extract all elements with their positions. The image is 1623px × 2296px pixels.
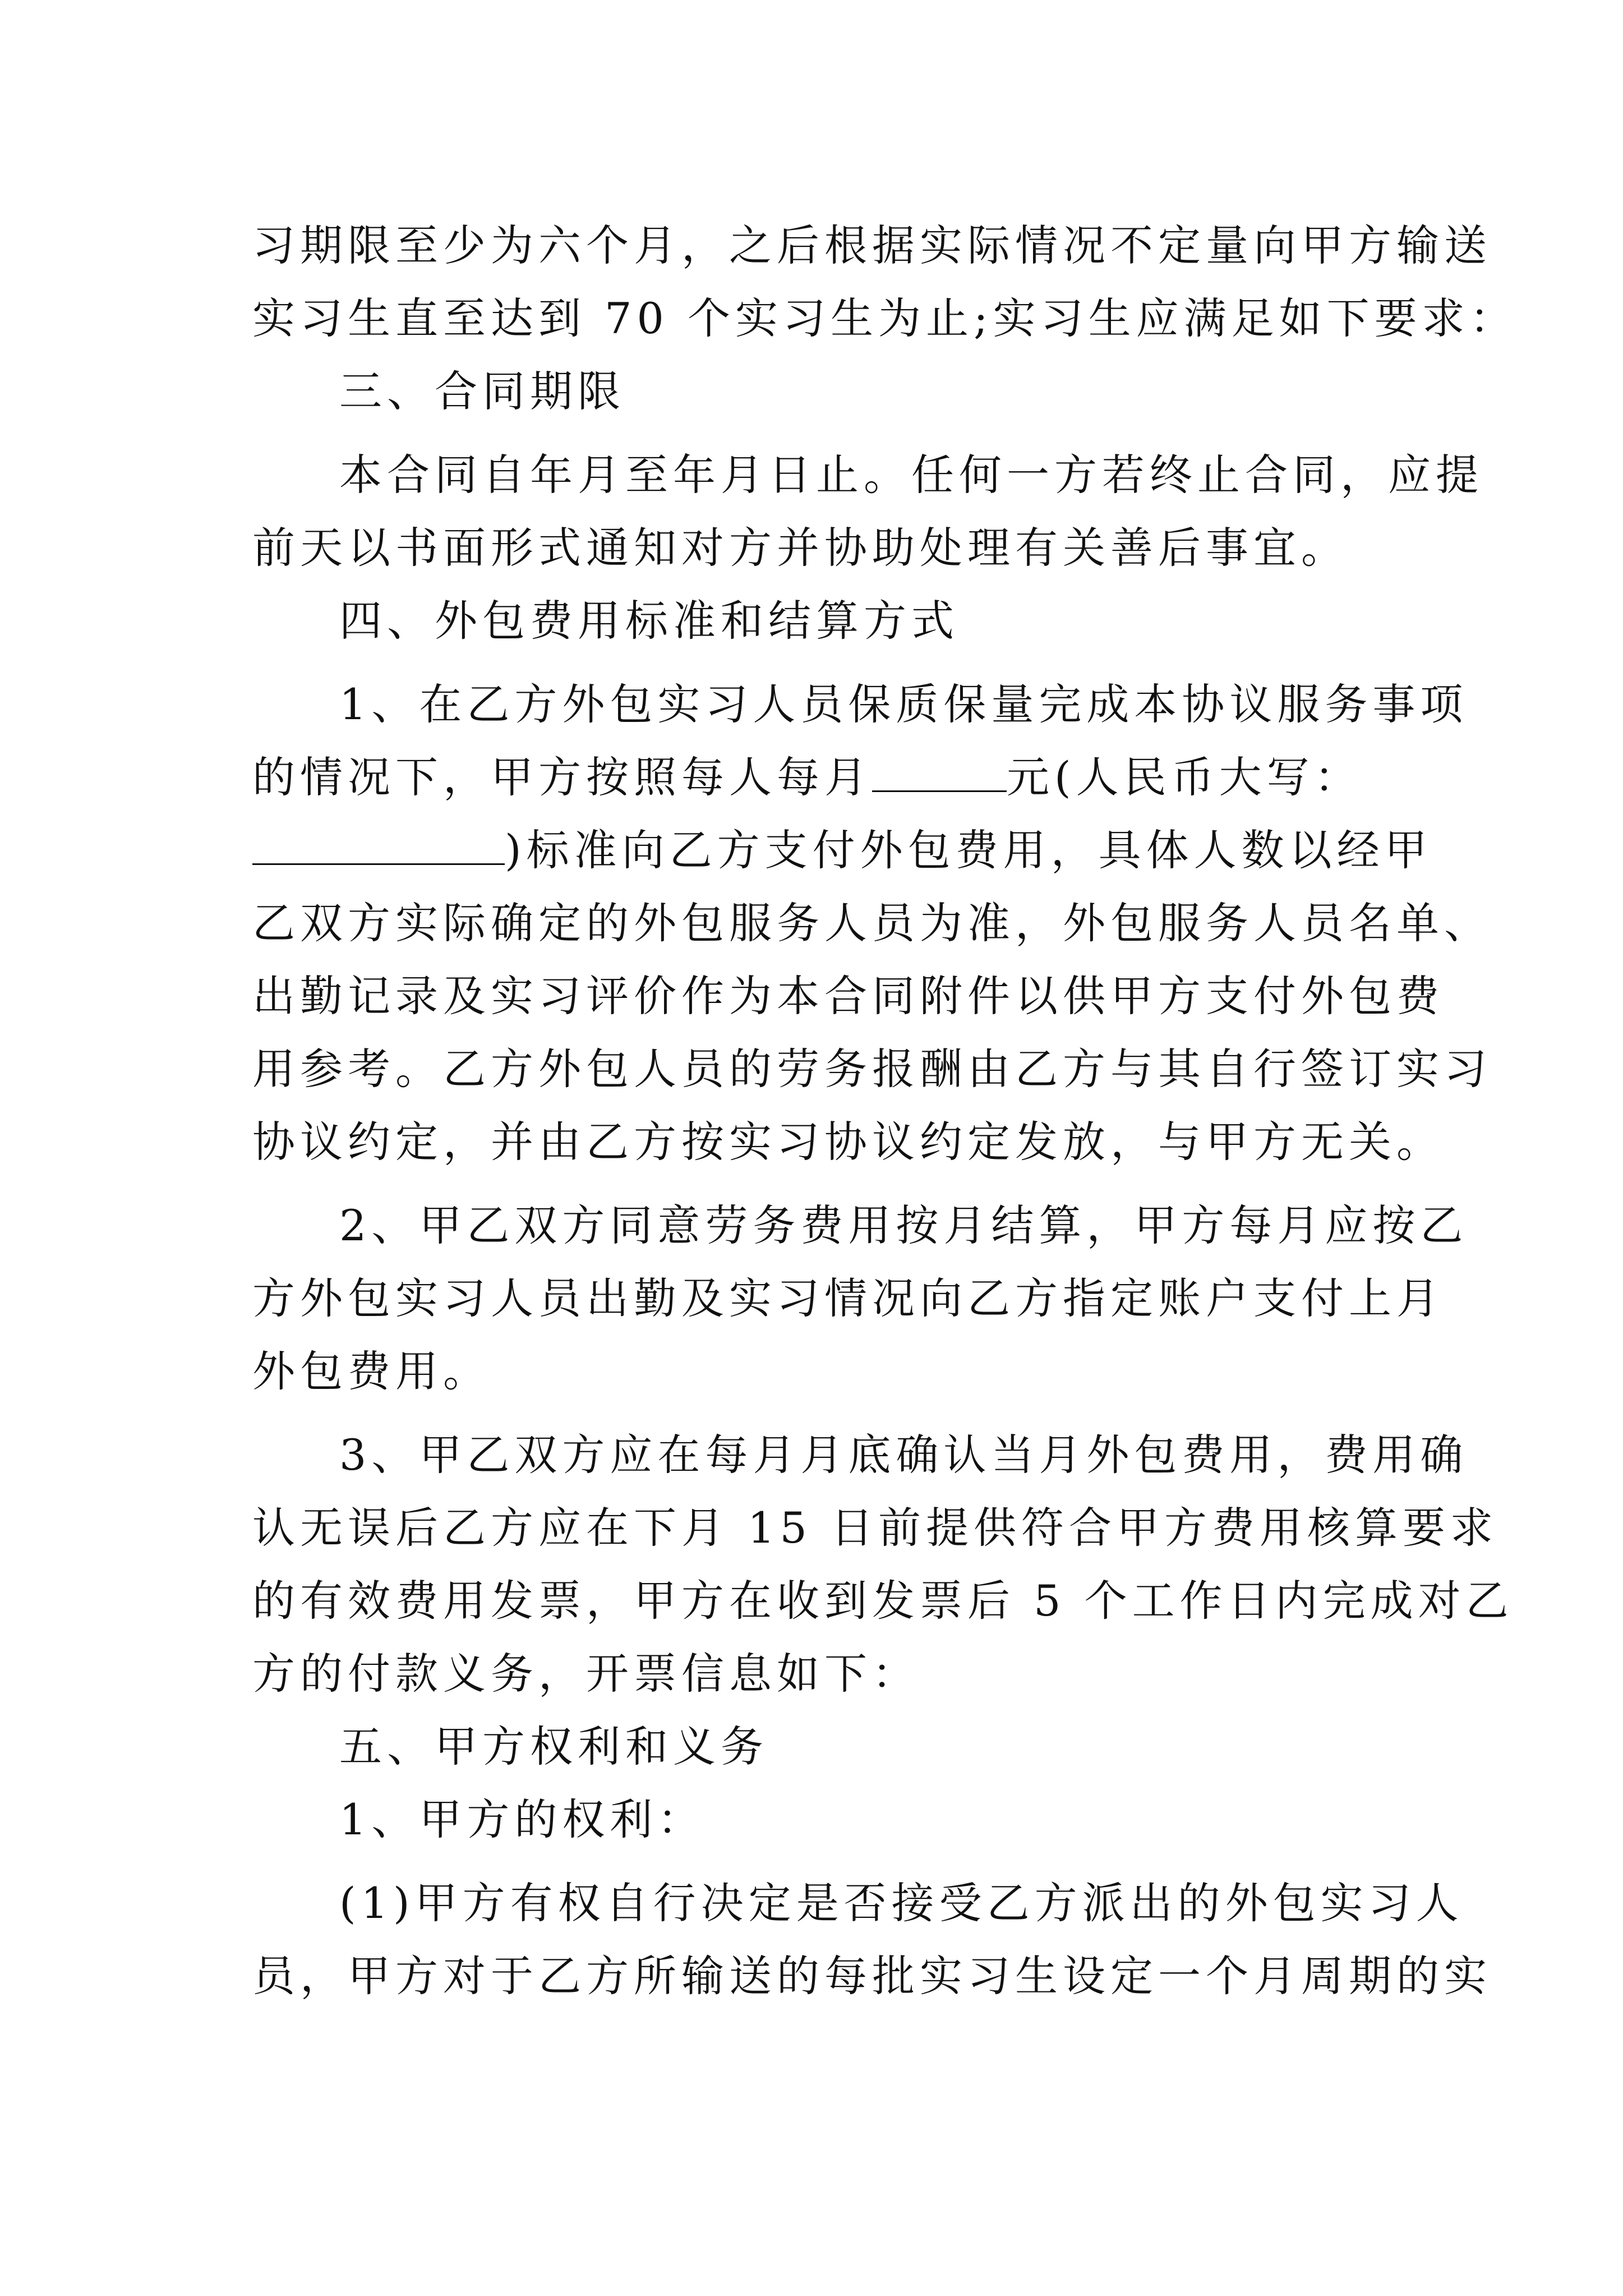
amount-in-words-blank [252, 829, 505, 865]
body-text-fragment: )标准向乙方支付外包费用，具体人数以经甲 [505, 825, 1432, 875]
body-line-16: 外包费用。 [252, 1346, 491, 1396]
body-line-11: 出勤记录及实习评价作为本合同附件以供甲方支付外包费 [252, 971, 1444, 1021]
body-line-20: 方的付款义务，开票信息如下： [252, 1649, 920, 1699]
body-line-9 [252, 822, 1430, 878]
section-heading-4: 四、外包费用标准和结算方式 [339, 596, 959, 646]
amount-blank [872, 756, 1007, 792]
body-line-18: 认无误后乙方应在下月 15 日前提供符合甲方费用核算要求 [252, 1503, 1498, 1553]
body-line-17: 3、甲乙双方应在每月月底确认当月外包费用，费用确 [339, 1430, 1468, 1480]
body-line-13: 协议约定，并由乙方按实习协议约定发放，与甲方无关。 [252, 1117, 1444, 1167]
body-line-5: 前天以书面形式通知对方并协助处理有关善后事宜。 [252, 523, 1349, 573]
body-line-2: 实习生直至达到 70 个实习生为止;实习生应满足如下要求： [252, 293, 1518, 343]
body-line-15: 方外包实习人员出勤及实习情况向乙方指定账户支付上月 [252, 1273, 1444, 1323]
body-text-fragment: 的情况下，甲方按照每人每月 [252, 752, 872, 802]
body-line-4: 本合同自年月至年月日止。任何一方若终止合同，应提 [339, 450, 1483, 500]
body-line-19: 的有效费用发票，甲方在收到发票后 5 个工作日内完成对乙 [252, 1576, 1514, 1626]
body-line-23: (1)甲方有权自行决定是否接受乙方派出的外包实习人 [339, 1878, 1464, 1928]
section-heading-5: 五、甲方权利和义务 [339, 1722, 768, 1772]
subsection-heading: 1、甲方的权利： [339, 1795, 706, 1844]
body-text-fragment: 元(人民币大写： [1007, 752, 1362, 802]
section-heading-3: 三、合同期限 [339, 366, 625, 416]
body-line-14: 2、甲乙双方同意劳务费用按月结算，甲方每月应按乙 [339, 1200, 1468, 1250]
body-line-7: 1、在乙方外包实习人员保质保量完成本协议服务事项 [339, 679, 1468, 729]
body-line-8 [252, 749, 1430, 806]
body-line-12: 用参考。乙方外包人员的劳务报酬由乙方与其自行签订实习 [252, 1044, 1492, 1094]
body-line-10: 乙双方实际确定的外包服务人员为准，外包服务人员名单、 [252, 898, 1492, 948]
body-line-1: 习期限至少为六个月，之后根据实际情况不定量向甲方输送 [252, 220, 1492, 270]
body-line-24: 员，甲方对于乙方所输送的每批实习生设定一个月周期的实 [252, 1951, 1492, 2001]
